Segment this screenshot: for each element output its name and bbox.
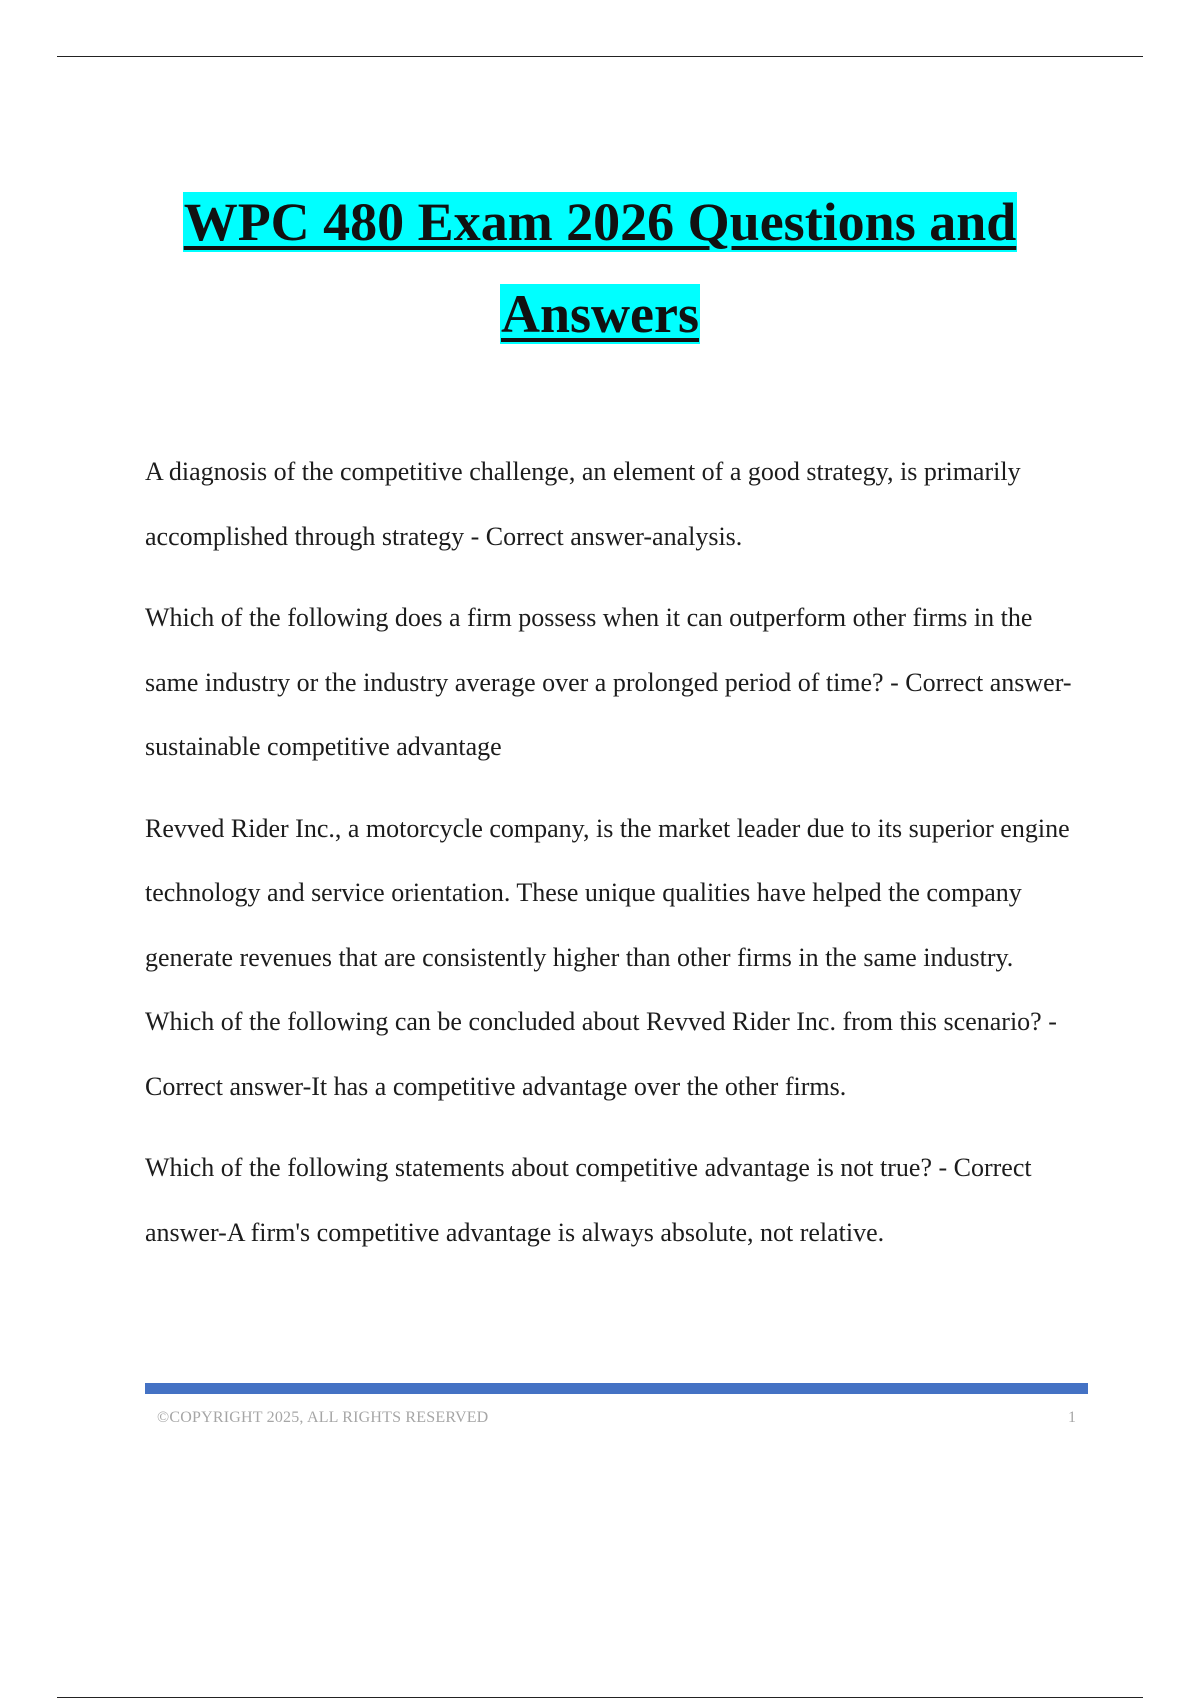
page-top-rule xyxy=(57,56,1143,57)
footer-bar xyxy=(145,1383,1088,1394)
page-bottom-rule xyxy=(57,1697,1143,1698)
title-line-2-text: Answers xyxy=(501,284,699,344)
title-line-2 xyxy=(0,268,1200,360)
qa-paragraph-4: Which of the following statements about competitive advantage is not true? - Correct answer-A firm's competitive advantage is always absolute, not relative. xyxy=(145,1153,1032,1247)
document-title xyxy=(0,176,1200,360)
document-body xyxy=(145,440,1080,1282)
title-line-1-text: WPC 480 Exam 2026 Questions and xyxy=(183,192,1017,252)
footer-copyright: ©COPYRIGHT 2025, ALL RIGHTS RESERVED xyxy=(157,1409,489,1426)
qa-paragraph-2: Which of the following does a firm possess when it can outperform other firms in the same industry or the industry average over a prolonged period of time? - Correct answer-sustainable competitive advantage xyxy=(145,603,1072,761)
qa-paragraph-1: A diagnosis of the competitive challenge, an element of a good strategy, is primarily accomplished through strategy - Correct answer-analysis. xyxy=(145,457,1021,551)
qa-paragraph-3: Revved Rider Inc., a motorcycle company, is the market leader due to its superior engine technology and service orientation. These unique qualities have helped the company generate revenues that are consistently higher than other firms in the same industry. Which of the following can be concluded about Revved Rider Inc. from this scenario? - Correct answer-It has a competitive advantage over the other firms. xyxy=(145,813,1070,1101)
title-line-1 xyxy=(0,176,1200,268)
footer-page-number: 1 xyxy=(1068,1409,1076,1426)
